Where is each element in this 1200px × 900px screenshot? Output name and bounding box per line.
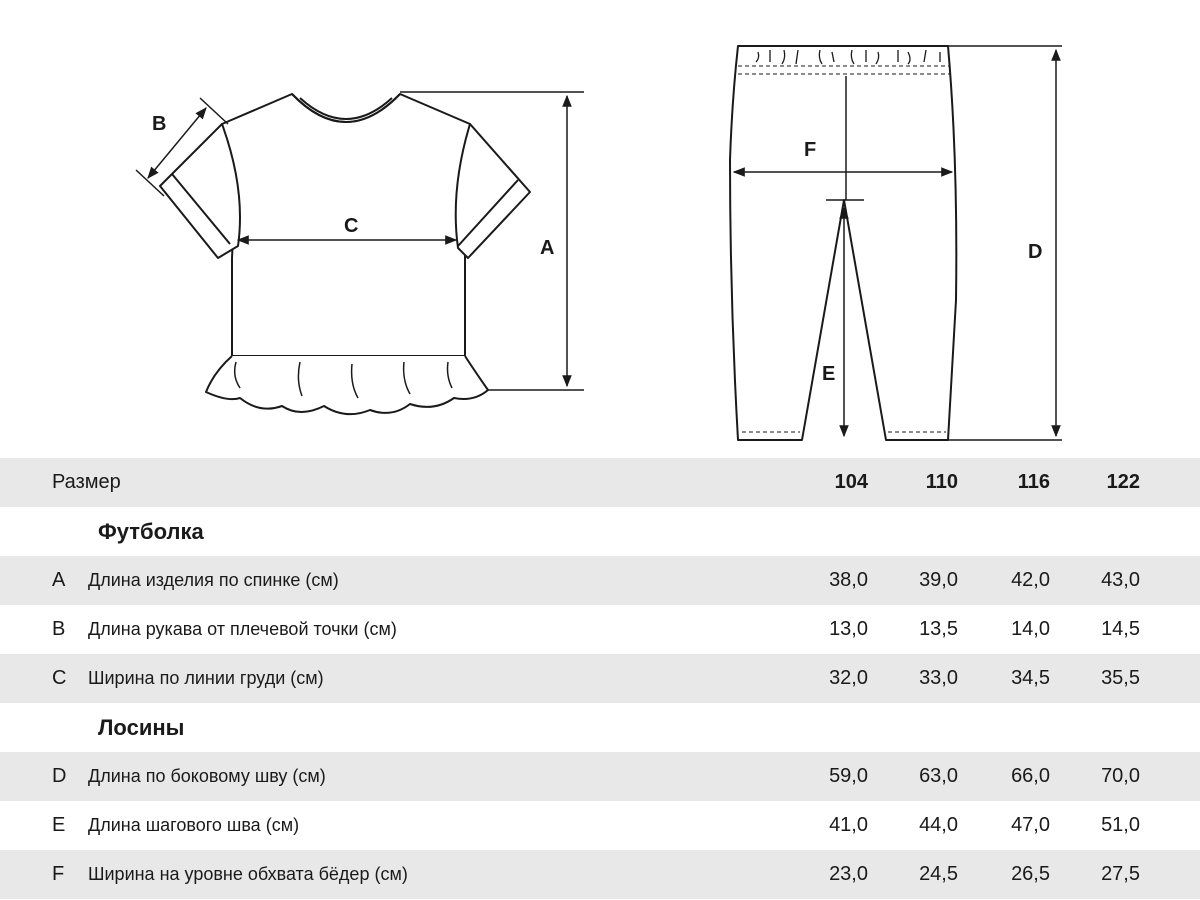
cell-value: 41,0 xyxy=(829,814,868,836)
size-104: 104 xyxy=(834,471,868,493)
table-row xyxy=(0,605,1200,654)
label-b: B xyxy=(152,113,167,135)
row-code: B xyxy=(52,618,66,640)
row-code: E xyxy=(52,814,66,836)
label-f: F xyxy=(804,139,817,161)
cell-value: 70,0 xyxy=(1101,765,1140,787)
size-table xyxy=(0,458,1200,899)
row-label: Ширина по линии груди (см) xyxy=(88,668,324,688)
section-title: Лосины xyxy=(98,715,185,740)
section-title-tshirt xyxy=(0,507,1200,556)
cell-value: 13,0 xyxy=(829,618,868,640)
size-header-label: Размер xyxy=(52,471,121,493)
cell-value: 47,0 xyxy=(1011,814,1050,836)
cell-value: 39,0 xyxy=(919,569,958,591)
size-header-row xyxy=(0,458,1200,507)
cell-value: 14,0 xyxy=(1011,618,1050,640)
cell-value: 26,5 xyxy=(1011,863,1050,885)
cell-value: 33,0 xyxy=(919,667,958,689)
size-110: 110 xyxy=(925,471,958,493)
row-code: F xyxy=(52,863,65,885)
size-122: 122 xyxy=(1106,471,1140,493)
table-row xyxy=(0,801,1200,850)
row-code: A xyxy=(52,569,66,591)
cell-value: 35,5 xyxy=(1101,667,1140,689)
cell-value: 23,0 xyxy=(829,863,868,885)
cell-value: 66,0 xyxy=(1011,765,1050,787)
cell-value: 14,5 xyxy=(1101,618,1140,640)
cell-value: 42,0 xyxy=(1011,569,1050,591)
label-d: D xyxy=(1028,241,1043,263)
cell-value: 27,5 xyxy=(1101,863,1140,885)
row-label: Ширина на уровне обхвата бёдер (см) xyxy=(88,864,408,884)
table-row xyxy=(0,556,1200,605)
row-label: Длина изделия по спинке (см) xyxy=(88,570,339,590)
cell-value: 59,0 xyxy=(829,765,868,787)
cell-value: 51,0 xyxy=(1101,814,1140,836)
size-116: 116 xyxy=(1017,471,1050,493)
section-title-leggings xyxy=(0,703,1200,752)
label-a: A xyxy=(540,237,555,259)
table-row xyxy=(0,654,1200,703)
tshirt-drawing xyxy=(160,94,530,414)
cell-value: 34,5 xyxy=(1011,667,1050,689)
section-title: Футболка xyxy=(98,519,204,544)
label-e: E xyxy=(822,363,836,385)
table-row xyxy=(0,850,1200,899)
row-code: C xyxy=(52,667,67,689)
table-row xyxy=(0,752,1200,801)
row-label: Длина шагового шва (см) xyxy=(88,815,300,835)
label-c: C xyxy=(344,215,359,237)
cell-value: 32,0 xyxy=(829,667,868,689)
cell-value: 44,0 xyxy=(919,814,958,836)
leggings-drawing xyxy=(730,46,956,440)
row-code: D xyxy=(52,765,67,787)
cell-value: 63,0 xyxy=(919,765,958,787)
cell-value: 43,0 xyxy=(1101,569,1140,591)
row-label: Длина рукава от плечевой точки (см) xyxy=(88,619,397,639)
cell-value: 13,5 xyxy=(919,618,958,640)
cell-value: 38,0 xyxy=(829,569,868,591)
row-label: Длина по боковому шву (см) xyxy=(88,766,326,786)
cell-value: 24,5 xyxy=(919,863,958,885)
